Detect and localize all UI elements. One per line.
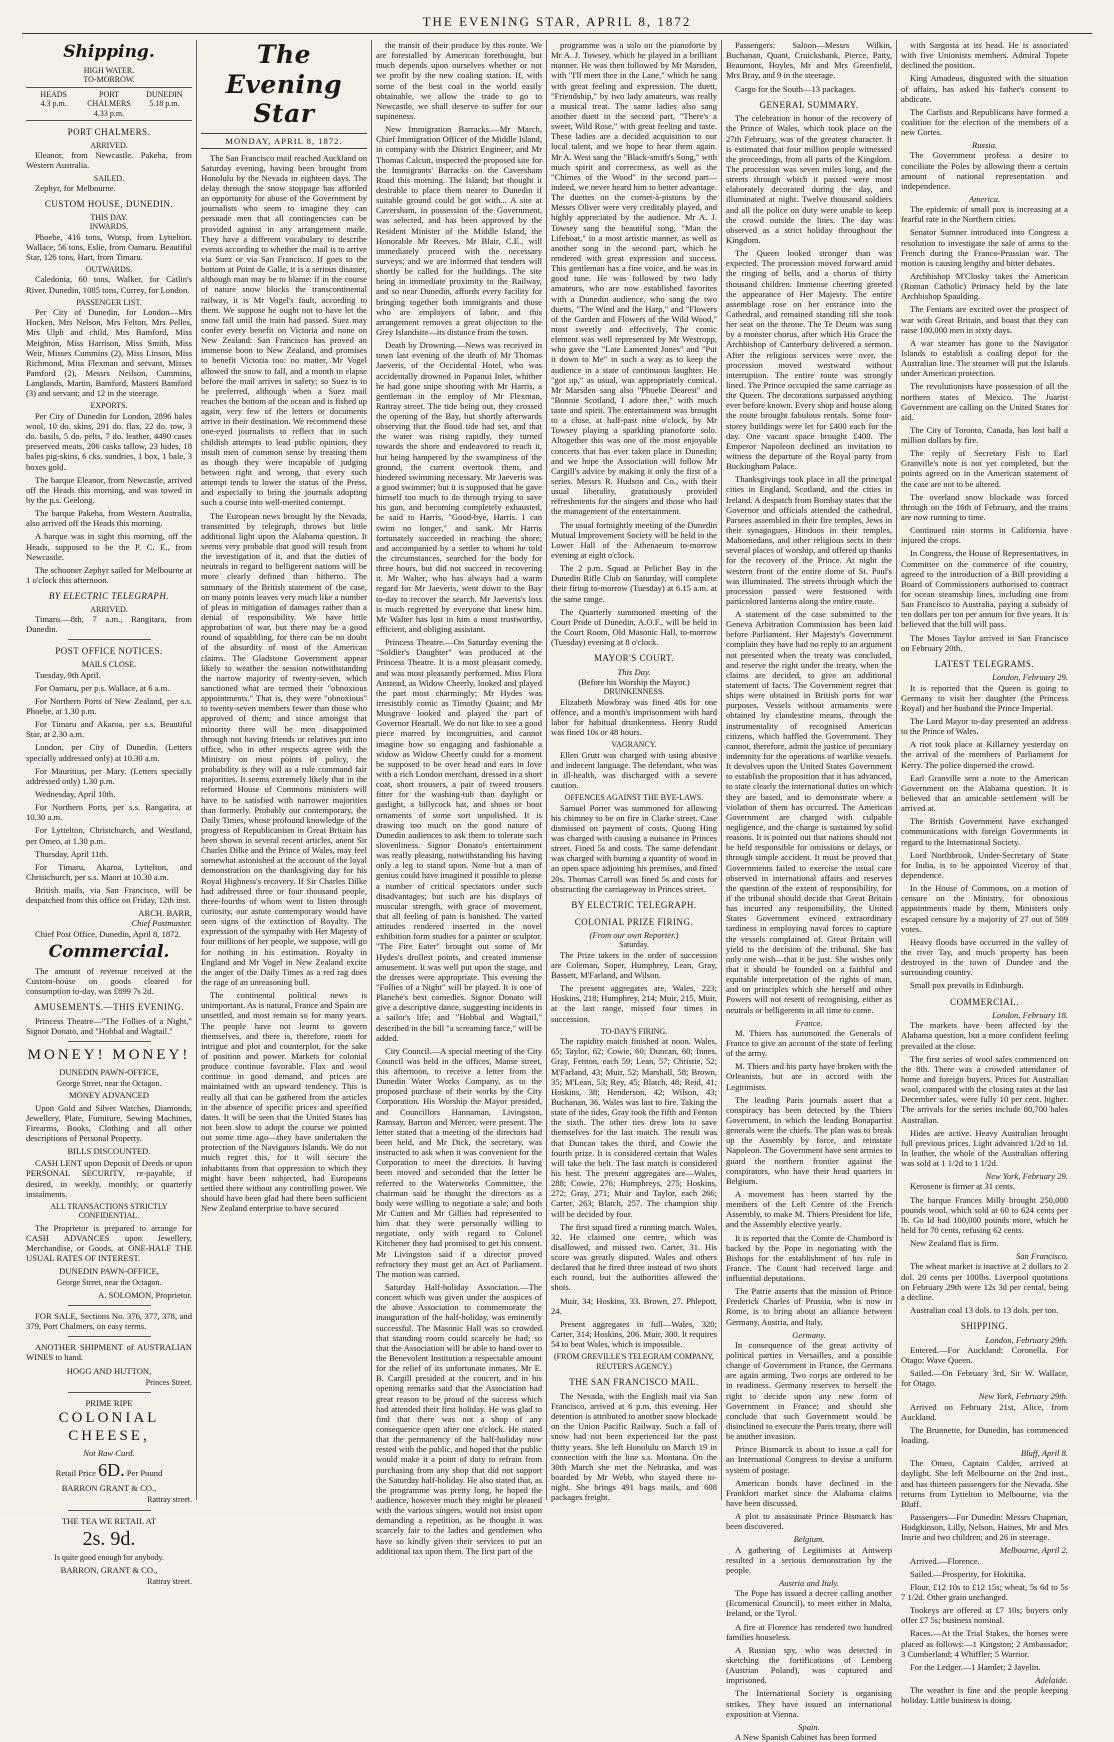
- france-para: A movement has been started by the members of the Left Centre of the French Assembly, to make M. Thiers President for life, and the Assembly elective yearly.: [726, 1188, 892, 1230]
- arrived2-heading: ARRIVED.: [90, 604, 128, 614]
- austria-para: The Pope has issued a decree calling another (Ecumenical Council), to meet either in Malta, Ireland, or the Tyrol.: [726, 1588, 892, 1619]
- tea-text: Is quite good enough for anybody.: [54, 1553, 164, 1563]
- article-para: New Immigration Barracks.—Mr March, Chief Immigration Officer of the Middle Island, in company with the District Engineer, and Mr Thomas Calcutt, inspected the proposed site for the Immigrants' Barracks on the Caversham Road this morning. The Island; but thought it desirable to place them nearer to Dunedin if suitable ground could be got with... A site at Caversham, in possession of the Government, was selected, and has been approved by the Resident Minister of the Middle Island, the Honorable Mr Reeves. Mr Blair, C.E., will immediately proceed with the necessary surveys; and we are informed that tenders will shortly be called for the buildings. The site being in immediate proximity to the Railway, and so near Dunedin, affords every facility for bringing together both immigrants and those who are employers of labor, and this arrangement removes a great objection to the Grey Islandsite—its distance from the town.: [376, 124, 542, 337]
- america-para: Continued rain storms in California have injured the crops.: [901, 525, 1068, 546]
- this-day: THIS DAY.: [90, 212, 128, 222]
- melbourne-para: Races.—At the Trial Stakes, the horses were placed as follows:—1 Kingston; 2 Ambassador; 3 Cumberland; 4 Whiffler; 5 Warrior.: [901, 1628, 1068, 1659]
- barron-grant: BARRON GRANT & CO.,: [61, 1482, 157, 1493]
- commercial-para: Hides are active. Heavy Australian brought full previous prices. Light advanced 1/2d to 1d. In leather, the whole of the Australian offering was sold at 1 1/2d to 1 1/2d.: [901, 1127, 1068, 1169]
- article-para: City Council.—A special meeting of the City Council was held in the offices, Manse street, this afternoon, to receive a letter from the Dunedin Water Works Company, as to the proposed purchase of their works by the City Corporation. His Worship the Mayor presided, and Councillors Hannaman, Livingston, Ramsay, Barron and Mercer, were present. The letter stated that a meeting of the directors had been held, and Mr Dick, the secretary, was instructed to ask when it was convenient for the Corporation to meet the directors. It having been moved and seconded that the letter be referred to the Waterworks Committee, the chairman said he thought the directors as a body were willing to negotiate a sale; and both Mr Cutten and Mr Gillies had represented to him that they were personally willing to negotiate, only with regard to Colonel Kitchener they had promised to get his consent. Mr Livingston said if a director proved refractory they must get an Act of Parliament. The motion was carried.: [376, 1045, 542, 1279]
- arrived2-text: Timaru.—8th, 7 a.m., Rangitara, from Dunedin.: [26, 614, 192, 635]
- latest-para: It is reported that the Queen is going to Germany to visit her daughter (the Princess Royal) and her husband the Prince Imperial.: [901, 682, 1068, 713]
- commercial-para: The first series of wool sales commenced on the 8th. There was a crowded attendance of home and foreign buyers. Prices for Australian wool, compared with the closing rates at the last December sales, were fully 10 per cent. higher. The arrivals for the series include 80,700 bales Australian.: [901, 1053, 1068, 1125]
- commercial-title: Commercial.: [48, 941, 170, 962]
- column-4: [547, 40, 722, 1503]
- melbourne-para: Tookeys are offered at £7 10s; buyers only offer £7 5s; business nominal.: [901, 1605, 1068, 1626]
- tide-dunedin: DUNEDIN 5.18 p.m.: [146, 89, 183, 109]
- post-line: For Lyttelton, Christchurch, and Westland, per Omeo, at 1.30 p.m.: [26, 825, 192, 846]
- commercial-heading: COMMERCIAL.: [950, 996, 1019, 1007]
- bluff-para: The Omeo, Captain Calder, arrived at daylight. She left Melbourne on the 2nd inst., and has thirteen passengers for the Nevada. She returns from Lyttelton to Melbourne, via the Bluff.: [901, 1458, 1068, 1509]
- post-line: Tuesday, 9th April.: [35, 669, 101, 680]
- spain-continued: The Carlists and Republicans have formed a coalition for the election of the members of a new Cortes.: [901, 106, 1068, 138]
- tide-table: [26, 87, 192, 121]
- exports-heading: EXPORTS.: [90, 401, 128, 411]
- hogg-hutton: HOGG AND HUTTON,: [66, 1365, 152, 1376]
- article-para: The Quarterly summoned meeting of the Court Pride of Dunedin, A.O.F., will be held in the Court Room, Old Masonic Hall, to-morrow (Tuesday) evening at 8 o'clock.: [551, 606, 717, 648]
- austria-para: The International Society is organising strikes. They have issued an international exposition at Vienna.: [726, 1688, 892, 1719]
- telegraph-heading: BY ELECTRIC TELEGRAPH.: [571, 899, 697, 910]
- tide-heads: HEADS 4.3 p.m.: [40, 89, 67, 109]
- sf-mail-heading: THE SAN FRANCISCO MAIL.: [569, 1377, 699, 1388]
- pawn-heading: DUNEDIN PAWN-OFFICE,: [59, 1066, 159, 1077]
- melbourne-para: Arrived.—Florence.: [910, 1555, 980, 1566]
- drunkenness-heading: DRUNKENNESS.: [603, 687, 665, 697]
- drunkenness-text: Elizabeth Mowbray was fined 40s for one offence, and a month's imprisonment with hard labor for habitual drunkenness. Henry Rudd was fined 10s or 48 hours.: [551, 696, 717, 738]
- ny2-para: The Brunnette, for Dunedin, has commenced loading.: [901, 1424, 1068, 1445]
- germany-para: In consequence of the great activity of political parties in Versailles, and a possible change of Government in France, the Germans are again arming. Two corps are ordered to be in readiness. Germany reserves to herself the right to decide upon any new form of Government in France; and should she conclude that such Government would be disinclined to execute the Paris treaty, there will be another invasion.: [726, 1339, 892, 1442]
- shipping-para-3: A barque was in sight this morning, off the Heads, supposed to be the P. C. E., from Newcastle.: [26, 531, 192, 562]
- passenger-text: Per City of Dunedin, for London—Mrs Hocken, Mrs Nelson, Mrs Felton, Mrs Pelles, Mrs Ulph and child, Mrs Bamford, Miss Meighton, Miss Harrison, Miss Smith, Miss Weir, Misses Cummins (2), Miss Linson, Miss Richmond, Miss Flexman and servant, Misses Pamford (2), Messrs Neilson, Cummins, Langlands, Martin, Bamford, Masters Bamford (3) and servant; and 12 in the steerage.: [26, 307, 192, 399]
- ny-para: The barque Frances Milly brought 250,000 pounds wool, which sold at 60 to 624 cents per lb. Go Id had 100,000 pounds more, which he held for 70 cents, refusing 62 cents.: [901, 1194, 1068, 1235]
- offences-heading: OFFENCES AGAINST THE BYE-LAWS.: [564, 793, 704, 803]
- editorial-para: The continental political news is unimportant. As is natural, France and Spain are unsettled, and most remain so for many years. The people have not learnt to govern themselves, and there is, therefore, room for intrigue and plot and counterplot, for the sake of position and power. Markets for colonial produce continue favorable. Flax and wool continue in good demand, and prices are maintained with an upward tendency. This is really all that can be gathered from the articles in the absence of specific prices and specified dates. It will be seen that the United States has not been slow to adopt the course we pointed out some time ago—they have undertaken the protection of the Navigators Islands. We do not much regret this, for it will secure the inhabitants from that oppression to which they might have been subjected, had Europeans settled there without any controlling power. We should have been glad had there been sufficient New Zealand enterprise to have secured: [201, 990, 367, 1214]
- melbourne-para: For the Ledger.—1 Hamlet; 2 Javelin.: [910, 1661, 1041, 1672]
- cash-lent-text: CASH LENT upon Deposit of Deeds or upon PERSONAL SECURITY, re-payable, if desired, in weekly, monthly, or quarterly instalments.: [26, 1158, 192, 1199]
- summary-para: A statement of the case submitted to the Geneva Arbitration Commission has been laid before Parliament. Her Majesty's Government complain they have had no reply to an argument not presented when the treaty was concluded, and reserve the right under the treaty, when the claims are decided, to give an additional statement of facts. The Government regret that ships were obtained in British ports for war purposes. Vessels without armaments were obtained by clandestine means, through the instrumentality of recognised American citizens, which baffled the Government. They cannot, therefore, admit the justice of pecuniary indemnity for the operations of warlike vessels. It devolves upon the United States Government to establish the proposition that it has advanced, to state clearly the international duties on which they are based, and to demonstrate where a violation of them has occurred. The American Government are charged with culpable negligence, and the charge is sustained by solid reasons. It is pointed out that nations should not be held responsible for omissions or delays, or through simple accident. It must be proved that Governments failed to exercise the usual care observed in international affairs and reserves the question of the extent of responsibility, for if the tribunal should decide that Great Britain has incurred any responsibility, the United States Government evinced extraordinary tardiness in employing naval forces to capture the vessels complained of. Great Britain will yield to the decision of the tribunal. She has only one wish—that it be just. She wishes only that it should be founded on a faithful and equitable interpretation of the rights of man, and on principles which she herself and other Powers will not resent of recognising, either as neutrals or belligerents in all time to come.: [726, 609, 892, 1015]
- spain-heading: Spain.: [798, 1721, 820, 1732]
- amusements-heading: AMUSEMENTS.—THIS EVENING.: [33, 1002, 185, 1013]
- summary-para: Thanksgivings took place in all the principal cities in England, Scotland, and the cities in Ireland. A despatch from Bombay states that the Governor and officials attended the cathedral, Parsees assembled in their fire temples, Jews in their synagogues, Hindoos in their temples, Mahomedans, and other religious sects in their several places of worship, and offered up thanks for the recovery of the Prince. At night the western front of the entire dome of St. Paul's was illuminated. The streets through which the procession passed were festooned with particolored lanterns along the entire route.: [726, 474, 892, 606]
- telegraph-heading: BY ELECTRIC TELEGRAPH.: [48, 591, 170, 602]
- tea-banner: THE TEA WE RETAIL AT: [61, 1515, 157, 1526]
- header-rule: [22, 33, 1092, 34]
- greville-credit: (FROM GREVILLE'S TELEGRAM COMPANY, REUTER'S AGENCY.): [554, 1352, 714, 1371]
- post-line: For Timaru, Akaroa, Lyttelton, and Christchurch, per s.s. Maori at 10.30 a.m.: [26, 861, 192, 882]
- arrived-heading: ARRIVED.: [90, 140, 128, 150]
- france-para: The Patrie asserts that the mission of Prince Frederick Charles of Prussia, who is now in Rome, is to bring about an alliance between Germany, Austria, and Italy.: [726, 1286, 892, 1327]
- post-line: Wednesday, April 10th.: [35, 788, 116, 799]
- america-para: The overland snow blockade was forced through on the 16th of February, and the trains are now running to time.: [901, 491, 1068, 523]
- custom-heading: CUSTOM HOUSE, DUNEDIN.: [44, 199, 174, 210]
- article-para: Princess Theatre.—On Saturday evening the "Soldier's Daughter" was produced at the Princess Theatre. It is a most pleasant comedy, and was most pleasantly performed. Miss Flora Anstead, as Widow Cheerly, looked and played the part most charmingly; Mr Hydes was irresistibly comic as Timothy Quaint; and Mr Musgrave looked and played the part of Governor Heartall. We do not like to see a good piece marred by incongruities, and cannot imagine how so engaging and fashionable a widow as Widow Cheerly could for a moment be supposed to be over head and ears in love with a rich London merchant, dressed in a short coat, short trousers, a pair of tweed trousers fitter for the washing-tub than daylight or gaslight, a billycock hat, and shoes or boot ornaments of some sort unpolished. It is drawing too much on the good nature of Dunedin audiences to ask them to tolerate such slovenliness. Signor Donato's entertainment was really pleasing, notwithstanding his having only a leg to stand upon. None but a man of genius could have imagined it possible to please a number of critical spectators under such disadvantages; but such are his displays of muscular strength, with grace of movement, that all feeling of pain is banished. The varied attitudes rendered inserted in the novel exhibition form studies for a painter or sculptor. "The Fire Eater" brought out some of Mr Hydes's drollest points, and created immense amusement. It was well put upon the stage, and the dresses were appropriate. This evening the "Follies of a Night" will be played. It is one of Planche's best comedies. Signor Donato will give a descriptive dance, suggesting incidents in a sailor's life; and "Hobbal and Wagtail," described in the bill "a screaming farce," will be added.: [376, 637, 542, 1043]
- prize-reporter: (From our own Reporter.): [589, 930, 679, 941]
- sailed-text: Zephyr, for Melbourne.: [35, 183, 116, 193]
- sf-para: The wheat market is inactive at 2 dollars to 2 dol. 20 cents per 100lbs. Liverpool quotations on February 29th were 12s 3d per cental, being a decline.: [901, 1261, 1068, 1302]
- america-para: The Moses Taylor arrived in San Francisco on February 20th.: [901, 632, 1068, 653]
- divider: [68, 1392, 151, 1393]
- adelaide-para: The weather is fine and the people keeping holiday. Little business is doing.: [901, 1685, 1068, 1706]
- port-heading: PORT CHALMERS.: [67, 127, 151, 138]
- russia-heading: Russia.: [971, 140, 998, 151]
- article-para: The 2 p.m. Squad at Pelichet Bay in the Dunedin Rifle Club on Saturday, will complete their firing to-morrow (Tuesday) at 6.15 a.m. at the same range.: [551, 563, 717, 604]
- summary-para: The celebration in honor of the recovery of the Prince of Wales, which took place on the 27th February, was of the greatest character. It is estimated that four million people witnessed the proceedings, from all parts of the Kingdom. The procession was seven miles long, and the streets through which it passed were most elaborately decorated during the day, and illuminated at night. Twelve thousand soldiers and all the police on duty were unable to keep the crowd outside the lines. The day was observed as a strict holiday throughout the Kingdom.: [726, 113, 892, 245]
- austria-heading: Austria and Italy.: [779, 1578, 839, 1588]
- belgium-heading: Belgium.: [793, 1534, 825, 1545]
- sf-heading: San Francisco.: [1015, 1251, 1068, 1262]
- prize-firing-heading: COLONIAL PRIZE FIRING.: [574, 916, 694, 927]
- pawn2-heading: DUNEDIN PAWN-OFFICE,: [59, 1266, 159, 1277]
- spain-continued: with Sargosta at its head. He is associated with five Unionists members. Admiral Topete declined the position.: [901, 40, 1068, 71]
- todays-firing-heading: TO-DAY'S FIRING.: [600, 1026, 668, 1036]
- latest-para: Heavy floods have occurred in the valley of the river Tay, and much property has been destroyed in the town of Dundee and the surrounding country.: [901, 936, 1068, 978]
- commercial-para: The markets have been affected by the Alabama question, but a more confident feeling prevailed at the close.: [901, 1020, 1068, 1051]
- summary-para: The Queen looked stronger than was expected. The procession moved forward amid the ringing of bells, and a chorus of thirty thousand children. Immense cheering greeted the appearance of Her Majesty. The entire assemblage rose on her entrance into the Cathedral, and remained standing till she took her seat on the throne. The Te Deum was sung by a monster chorus, after which His Grace the Archbishop of Canterbury delivered a sermon. After the religious services were over, the procession moved westward without interruption. The entire route was strongly lined. The Prince occupied the same carriage as the Queen. The decorations surpassed anything ever before known. Every shop and house along the route brought fabulous rentals. Some four-storey buildings were let for £400 each for the day. One vacant space brought £400. The Emperor Napoleon declined an invitation to witness the departure of the Royal party from Buckingham Palace.: [726, 248, 892, 472]
- post-office-date: Chief Post Office, Dunedin, April 8, 1872.: [35, 928, 181, 939]
- exports-text: Per City of Dunedin for London, 2896 bales wool, 10 do. skins, 291 do. flax, 22 do. tow, 3 do. basils, 5 do. pelts, 7 do. leather, 4490 cases preserved meats, 206 casks tallow, 23 hides, 18 bales pig-skins, 6 cks. sundries, 1 box, 1 bale, 3 boxes gold.: [26, 410, 192, 472]
- post-line: For Timaru and Akaroa, per s.s. Beautiful Star, at 2.30 a.m.: [26, 719, 192, 740]
- rattray-street-2: Rattray street.: [147, 1576, 192, 1586]
- post-line: For Mauritius, per Mary. (Letters specially addressed only) 1.30 p.m.: [26, 765, 192, 786]
- america-para: A war steamer has gone to the Navigator Islands to establish a coaling depot for the Australian line. The steamer will put the Islands under American protection.: [901, 337, 1068, 379]
- ny2-para: Arrived on February 21st, Alice, from Auckland.: [901, 1401, 1068, 1422]
- austria-para: A Russian spy, who was detected in sketching the fortifications of Lemberg (Austrian Poland), was captured and imprisoned.: [726, 1644, 892, 1686]
- post-line: For Oamaru, per p.s. Wallace, at 6 a.m.: [35, 682, 170, 693]
- russia-para: The Government profess a desire to conciliate the Poles by allowing them a certain amount of national representation and independence.: [901, 150, 1068, 191]
- adelaide-heading: Adelaide.: [1035, 1674, 1068, 1685]
- melbourne-para: Flour, £12 10s to £12 15s; wheat, 5s 6d to 5s 7 1/2d. Other grain unchanged.: [901, 1581, 1068, 1602]
- bluff-heading: Bluff, April 8.: [1020, 1448, 1068, 1459]
- rattray-street: Rattray street.: [147, 1495, 192, 1505]
- saturday-label: Saturday.: [619, 940, 649, 950]
- post-signer: ARCH. BARR,: [138, 908, 192, 919]
- prize-para: The present aggregates are, Wales, 223; Hoskins, 218; Humphrey, 214; Muir, 215, Muir, at the last range, missed four times in succession.: [551, 983, 717, 1024]
- prime-ripe: PRIME RIPE: [85, 1398, 133, 1409]
- france-para: It is reported that the Comte de Chambord is backed by the Pope in negotiating with the Bishops for the establishment of his rule in France. The Count had received large and influential deputations.: [726, 1232, 892, 1284]
- shipping-para-1: The barque Eleanor, from Newcastle, arrived off the Heads this morning, and was towed in by the p.s. Geelong.: [26, 474, 192, 506]
- london-date-2: London, February 18.: [992, 1010, 1068, 1021]
- ny-para: New Zealand flax is firm.: [910, 1238, 999, 1249]
- amusements-text: Princess Theatre—"The Follies of a Night," Signor Donato, and "Hobbal and Wagtail.": [26, 1015, 192, 1036]
- america-para: The City of Toronto, Canada, has lost half a million dollars by fire.: [901, 424, 1068, 446]
- shipping-para-4: The schooner Zephyr sailed for Melbourne at 1 o'clock this afternoon.: [26, 564, 192, 586]
- columns: [22, 40, 1092, 1742]
- outwards-text: Caledonia, 60 tons, Walker, for Catlin's River. Dunedin, 1085 tons, Currey, for London.: [26, 274, 192, 295]
- cargo-text: Cargo for the South—13 packages.: [735, 83, 856, 94]
- page-header: THE EVENING STAR, APRIL 8, 1872: [422, 14, 692, 29]
- mayors-court-day: This Day.: [617, 666, 651, 677]
- vagrancy-heading: VAGRANCY.: [611, 740, 657, 750]
- pawn-address: George Street, near the Octagon.: [56, 1078, 162, 1088]
- article-para: The usual fortnightly meeting of the Dunedin Mutual Improvement Society will be held in the Lower Hall of the Athenaeum to-morrow evening at eight o'clock.: [551, 519, 717, 561]
- london-date-3: London, February 29th.: [985, 1334, 1068, 1345]
- latest-para: The British Government have exchanged communications with foreign Governments in regard to the International Society.: [901, 816, 1068, 847]
- latest-telegrams-heading: LATEST TELEGRAMS.: [934, 658, 1035, 669]
- germany-para: A plot to assassinate Prince Bismarck has been discovered.: [726, 1511, 892, 1532]
- post-line: British mails, via San Francisco, will be despatched from this office on Friday, 12th inst.: [26, 885, 192, 906]
- wine-ad: ANOTHER SHIPMENT of AUSTRALIAN WINES to hand.: [26, 1342, 192, 1363]
- cheese-price-row: Retail Price 6D. Per Pound: [55, 1459, 163, 1480]
- shipping-heading: SHIPPING.: [960, 1321, 1009, 1332]
- not-raw-curd: Not Raw Curd.: [83, 1447, 135, 1458]
- outwards-heading: OUTWARDS.: [85, 265, 133, 275]
- high-water-heading: HIGH WATER.: [83, 66, 135, 76]
- post-line: For Northern Ports, per s.s. Rangatira, at 10.30 a.m.: [26, 802, 192, 823]
- prize-para: Muir, 34; Hoskins, 33. Brown, 27. Phlepott, 24.: [551, 1295, 717, 1316]
- column-1: [22, 40, 197, 1586]
- bluff-para: Passengers—For Dunedin: Messrs Chapman, Hodgkinson, Lilly, Nelson, Haines, Mr and Mrs Insrie and two children; and 26 in steerage.: [901, 1511, 1068, 1543]
- masthead: The Evening Star: [225, 40, 343, 128]
- prize-para: The Prize takers in the order of succession are Coleman, Soper, Humphrey, Lean, Gray, Bassett, M'Farland, and Wilson.: [551, 949, 717, 980]
- belgium-para: A gathering of Legitimists at Antwerp resulted in a serious demonstration by the people.: [726, 1544, 892, 1575]
- america-para: Senator Sumner introduced into Congress a resolution to investigate the sale of arms to the French during the Franco-Prussian war. The motion is causing lengthy and bitter debates.: [901, 227, 1068, 268]
- dateline: MONDAY, APRIL 8, 1872.: [201, 133, 367, 149]
- inwards-text: Phoebe, 416 tons, Worsp, from Lyttelton. Wallace, 56 tons, Eslie, from Oamaru. Beautiful Star, 126 tons, Hart, from Timaru.: [26, 231, 192, 262]
- tomorrow-label: TO-MORROW.: [83, 75, 135, 85]
- column-3: [372, 40, 547, 1556]
- divider: [68, 1510, 151, 1511]
- post-heading: POST OFFICE NOTICES.: [55, 646, 163, 657]
- barron-grant-2: BARRON, GRANT & CO.,: [60, 1564, 158, 1575]
- london-date-1: London, February 29.: [992, 672, 1068, 683]
- new-york-date-2: New York, February 29th.: [978, 1391, 1068, 1402]
- money-banner: MONEY! MONEY!: [27, 1047, 191, 1064]
- austria-para: A fire at Florence has rendered two hundred families houseless.: [726, 1621, 892, 1642]
- column-5: [722, 40, 897, 1742]
- prize-para: The first squad fired a running match. Wales, 32. He claimed one centre, which was disallowed, and missed two. Carter, 31. His score was greatly disputed. Wales and others declared that he fired three instead of two shots each round, but the authorities allowed the shots.: [551, 1221, 717, 1293]
- france-para: The leading Paris journals assert that a conspiracy has been detected by the Thiers Government, in which the leading Bonapartist generals were the chiefs. The plan was to break up the Assembly by force, and reinstate Napoleon. The Government have sent armies to guard the northern frontier against the conspirators, who have their head quarters in Belgium.: [726, 1094, 892, 1186]
- passengers-text: Passengers: Saloon—Messrs Wilkin, Buchanan, Quant, Cruickshank, Pierce, Patty, Beaumont, Hoyles, Mr and Mrs Greenfield, Mrs Bray, and 9 in the steerage.: [726, 40, 892, 81]
- post-line: For Northern Ports of New Zealand, per s.s. Phoebe, at 1.30 p.m.: [26, 695, 192, 716]
- america-para: The revolutionists have possession of all the northern states of Mexico. The Juarist Government are calling on the United States for aid.: [901, 381, 1068, 422]
- latest-para: Lord Northbrook, Under-Secretary of State for India, is to be appointed Viceroy of that dependence.: [901, 849, 1068, 881]
- article-para: Death by Drowning.—News was received in town last evening of the death of Mr Thomas Jaeveris, of the Occidental Hotel, who was accidentally drowned in Papanui Inlet, whither he had gone snipe shooting with Mr Harris, a gentleman in the employ of Mr Flexman, Rattray street. The tide being out, they crossed the opening of the Bay, but shortly afterwards observing that the flood tide had set, and that the water was rising rapidly, they turned towards the shore and endeavored to reach it, but being hampered by the swampiness of the ground, the current overtook them, and hindered swimming necessary. Mr Jaeveris was a good swimmer; but it is supposed that he gave himself too much to do through trying to save his gun, and becoming completely exhausted, he said to Harris, "Good-bye, Harris. I can swim no longer," and sank. Mr Harris fortunately succeeded in reaching the shore; and accompanied by a settler to whom he told the circumstances, searched for the body for three hours, but did not succeed in recovering it. Mr Walter, who has always had a warm regard for Mr Jaeveris, went down to the Bay to-day to recover the search. Mr Jaeveris's loss is much regretted by everyone that knew him. Mr Walter has lost in him a most trustworthy, efficient, and obliging assistant.: [376, 340, 542, 635]
- divider: [68, 1041, 151, 1042]
- solomon-signature: A. SOLOMON, Proprietor.: [98, 1289, 192, 1300]
- post-line: Thursday, April 11th.: [35, 848, 109, 859]
- prize-para: The rapidity match finished at noon. Wales, 65; Taylor, 62; Cowie, 60; Duncan, 60; Innes, Gray, Fenton, each 59; Lean, 57; Christie, 52; M'Farland, 43; Muir, 52; Marshall, 58; Brown, 35; M'Lean, 53; Rey, 45; Blatch, 48; Reid, 41; Hoskins, 38; Henderson, 42; Wilson, 43; Buchanan, 36. Wales was last to fire. Taking the state of the tides, Gray took the fifth and Fenton the sixth. The other ties drew lots to save themselves for the last match. The result was that Duncan takes the third, and Cowie the fourth prize. It is considered certain that Wales will take the belt. The last match is considered his best. The present aggregates are—Wales, 288; Cowie, 276; Humphreys, 275; Hoskins, 272; Gray, 271; Muir and Taylor, each 266; Carter, 263; Blatch, 257. The champion ship will be decided by four.: [551, 1036, 717, 1219]
- france-para: M. Thiers and his party have broken with the Orleanists, but are in accord with the Legitimists.: [726, 1061, 892, 1092]
- shipping-title: Shipping.: [63, 42, 155, 62]
- passenger-heading: PASSENGER LIST.: [76, 297, 142, 307]
- america-heading: America.: [968, 193, 1001, 204]
- america-para: The epidemic of small pox is increasing at a fearful rate in the Northern cities.: [901, 204, 1068, 225]
- germany-heading: Germany.: [792, 1329, 826, 1340]
- post-signer-title: Chief Postmaster.: [131, 918, 192, 929]
- pawn2-address: George Street, near the Octagon.: [56, 1278, 162, 1288]
- germany-para: Prince Bismarck is about to issue a call for an International Congress to devise a uniform system of postage.: [726, 1444, 892, 1475]
- ny-para: Kerosene is firmer at 31 cents.: [910, 1181, 1015, 1192]
- vagrancy-text: Ellen Grutt was charged with using abusive and indecent language. The defendant, who was in ill-health, was discharged with a severe caution.: [551, 749, 717, 791]
- article-para: Saturday Half-holiday Association.—The concert which was given under the auspices of the above Association to commemorate the inauguration of the half-holiday, was eminently successful. The Masonic Hall was so crowded that standing room could scarcely be had; so that the Association will be able to hand over to the Benevolent Institution a respectable amount for the relief of its unfortunate inmates. Mr E. B. Cargill presided at the concert, and in his opening remarks said that the Association had great reason to be proud of the success which had attended their first holiday. He was glad to find that there was not a shop of any consequence open after one o'clock. He stated that the permanency of the half-holiday now rested with the public, and hoped that the public would make it a point of duty to refrain from purchasing from any shop that did not support the Saturday half-holiday. He also stated that, as the programme was pretty long, he hoped the audience, however much they might be pleased with the various singers, would not insist upon demanding a repetition, as he thought it was scarcely fair to the ladies and gentlemen who have so kindly given their services to put an additional tax upon them. The first part of the: [376, 1282, 542, 1556]
- divider: [68, 1305, 151, 1306]
- article-para: the transit of their produce by this route. We are forestalled by American forethought, but much depends upon ourselves whether or not we profit by the new coaling station. If, with some of the best coal in the world easily obtainable, we allow the trade to go to Newcastle, we shall deserve to suffer for our supineness.: [376, 40, 542, 121]
- ship-para: Sailed.—On February 3rd, Sir W. Wallace, for Otago.: [901, 1368, 1068, 1389]
- melbourne-heading: Melbourne, April 2.: [999, 1545, 1068, 1556]
- ship-para: Entered.—For Auckland: Coronella. For Otago: Wave Queen.: [901, 1344, 1068, 1365]
- latest-para: The Lord Mayor to-day presented an address to the Prince of Wales.: [901, 716, 1068, 737]
- prize-para: Present aggregates in full—Wales, 320; Carter, 314; Hoskins, 206. Muir, 300. It requires 54 to beat Wales, which is impossible.: [551, 1318, 717, 1350]
- latest-para: A riot took place at Killarney yesterday on the arrival of the members of Parliament for Kerry. The police dispersed the crowd.: [901, 739, 1068, 770]
- sf-mail-text: The Nevada, with the English mail via San Francisco, arrived at 6 p.m. this evening. Her detention is attributed to another snow blockade on the Union Pacific Railway. Such a fall of snow had not been experienced for the past thirty years. She left Honolulu on March 19 in connection with the line s.s. Montana. On the 30th March she met the Nebraska, and was boarded by Mr Webb, who stayed there to-night. She brings 491 bags mails, and 608 packages freight.: [551, 1390, 717, 1503]
- for-sale-ad: FOR SALE, Sections No. 376, 377, 378, and 379, Port Chalmers, on easy terms.: [26, 1310, 192, 1332]
- divider: [68, 1336, 151, 1337]
- post-line: London, per City of Dunedin. (Letters specially addressed only) at 10.30 a.m.: [26, 742, 192, 763]
- latest-para: Earl Granville sent a note to the American Government on the Alabama question. It is believed that an amicable settlement will be arrived at.: [901, 772, 1068, 814]
- divider: [68, 639, 151, 640]
- spain-para: A New Spanish Cabinet has been formed: [735, 1731, 877, 1742]
- america-para: The Fenians are excited over the prospect of war with Great Britain, and boast that they can raise 100,000 men in sixty days.: [901, 304, 1068, 335]
- pawn-text: Upon Gold and Silver Watches, Diamonds, Jewellery, Plate, Furniture, Sewing Machines, Firearms, Books, Clothing and all other descriptions of Personal Property.: [26, 1102, 192, 1143]
- shipping-para-2: The barque Pakeha, from Western Australia, also arrived off the Heads this morning.: [26, 508, 192, 529]
- editorial-para: The San Francisco mail reached Auckland on Saturday evening, having been brought from Honolulu by the Nevada in eighteen days. The delay through the snow stoppage has afforded an opportunity for abuse of the Government by journalists who seem to imagine they can persuade men that all contingencies can be provided against in any arrangement made. They have a different vocabulary to describe events according to whether the mail is to arrive via Suez or via San Francisco. If goes to the bottom at Point de Galle, it is a serious disaster, although man may be to blame: if in the course of nature snow blocks the transcontinental railway, it is Mr Vogel's fault, according to them. We suppose he ought not to have let the snow fall until the train had passed. Suez may confer every benefit on Victoria and none on New Zealand: San Francisco has proved an immense boon to New Zealand, and promises to benefit Victoria too: no matter, Mr Vogel allowed the snow to fall, and a month to elapse before the mail arrives in safety; so Suez is to be preferred, although when a Suez mail reaches the bottom of the ocean and is fished up again, very few of the letters or documents arrive in their destination. We recommend these one-eyed journalists to reflect that in such childish attempts to lead public opinion, they insult men of common sense by treating them as though they were incapable of judging between right and wrong, that every such attempt tends to lower the status of the Press, and especially to bring the journals adopting such a course into well-merited contempt.: [201, 152, 367, 508]
- all-transactions: ALL TRANSACTIONS STRICTLY CONFIDENTIAL.: [50, 1201, 168, 1221]
- mayors-court-heading: MAYOR'S COURT.: [593, 653, 675, 664]
- tide-port-chalmers: PORT CHALMERS 4.33 p.m.: [87, 89, 131, 118]
- column-2: [197, 40, 372, 1500]
- sf-para: Australian coal 13 dols. to 13 dols. per ton.: [910, 1304, 1059, 1315]
- mayors-court-before: (Before his Worship the Mayor.): [578, 677, 690, 688]
- france-para: M. Thiers has summoned the Generals of France to give an account of the state of feeling of the army.: [726, 1027, 892, 1059]
- commercial-text: The amount of revenue received at the Custom-house on goods cleared for consumption to-day, was £899 7s 2d.: [26, 965, 192, 997]
- proprietor-text: The Proprietor is prepared to arrange for CASH ADVANCES upon Jewellery, Merchandise, or Goods, at ONE-HALF THE USUAL RATES OF INTEREST.: [26, 1222, 192, 1264]
- mails-close: MAILS CLOSE.: [81, 660, 137, 670]
- melbourne-para: Sailed.—Prosperity, for Hokitika.: [910, 1568, 1026, 1579]
- america-para: The reply of Secretary Fish to Earl Granville's note is not yet completed, but the points agreed on in the American statement of the case are not to be altered.: [901, 448, 1068, 489]
- arrived-text: Eleanor, from Newcastle. Pakeha, from Western Australia.: [26, 150, 192, 171]
- inwards-heading: INWARDS.: [89, 222, 129, 232]
- latest-para: Small pox prevails in Edinburgh.: [910, 980, 1024, 991]
- column-6: [897, 40, 1072, 1706]
- money-advanced: MONEY ADVANCED: [69, 1090, 149, 1101]
- spain-continued: King Amadeus, disgusted with the situation of affairs, has asked his father's consent to abdicate.: [901, 73, 1068, 104]
- princes-street: Princes Street.: [145, 1377, 192, 1387]
- editorial-para: The European news brought by the Nevada, transmitted by telegraph, throws but little additional light upon the Alabama question. It seems very probable that good will result from the investigation of it, and that the duties of neutrals in regard to belligerent nations will be more clearly defined than hitherto. The summary of the British statement of the case, on many points leaves very much like a number of pleas in mitigation of damages rather than a denial of responsibility. We have little approbation of war, but there may be a good round of squabbling, for there can be no doubt of the absurdity of most of the American claims. The Gladstone Government appear likely to weather the session notwithstanding the narrow majority of twenty-seven, which sanctioned what are termed their "obnoxious appointments." That is, they were "obnoxious" to twenty-seven members fewer than those who approved of them; and since amongst that minority there will be men disappointed through not having friends or relatives put into office, who in other respects agree with the Ministry on most points of policy, the probability is they will as a rule command fair majorities. It seems extremely likely that in the reformed House of Commons ministers will have to be satisfied with narrower majorities than formerly. Probably our contemporary, the Daily Times, whose profound knowledge of the progress of Republicanism in Great Britain has been shown in several recent articles, anent Sir Charles Dilke and the Prince of Wales, may feel somewhat astonished at the account of the loyal demonstration on the thanksgiving day for his Royal Highness's recovery. If Sir Charles Dilke had addressed three or four thousand people, three-fourths of whom went to listen through curiosity, our astute contemporary would have seen signs of the extinction of Royalty. The expression of the sympathy with Her Majesty of four millions of her people, we suppose, will go for nothing in his estimation. Royalty in England and Mr Vogel in New Zealand excite the anger of the Daily Times as a red rag does the rage of an unreasoning bull.: [201, 510, 367, 988]
- america-para: Archbishop M'Closky takes the American (Roman Catholic) Primacy held by the late Archbishop Spaulding.: [901, 270, 1068, 302]
- france-heading: France.: [795, 1017, 823, 1028]
- tea-price: 2s. 9d.: [82, 1527, 136, 1550]
- latest-para: In the House of Commons, on a motion of censure on the Ministry, for obnoxious appointments made by them, Ministers only escaped censure by a majority of 27 out of 509 votes.: [901, 883, 1068, 934]
- article-para: programme was a solo on the pianoforte by Mr A. J. Towsey, which he played in a brilliant manner. He was then followed by Mr Marsden, with "I'll meet thee in the Lane," which he sang with great feeling and expression. The duett, "Friendship," by two lady amateurs, was really a musical treat. The same ladies also sang another duett in the second part, "There's a sweet, Wild Rose," with great feeling and taste. These ladies are a decided acquisition to our local talent, and we hope to hear them again. Mr A. West sang the "Black-smith's Song," with much spirit and correctness, as well as the "Chimes of the Wood" in the second part—indeed, we never heard him to better advantage. The duettes on the cornet-à-pistons by the Messrs Oliver were very creditably played, and highly appreciated by the audience. Mr A. J. Towsey sang the beautiful song, "Man the Lifeboat," in a most artistic manner, as well as another song in the second part, which he rendered with great expression and success. This gentleman has a fine voice, and he was in good tune. He was followed by two lady amateurs, who are now established favorites with a Dunedin audience, who sang the two duetts, "The Wind and the Harp," and "Flowers of the Garden and Flowers of the Wild Wood," most sweetly and effectively. The comic element was well represented by Mr Westropp, who gave the "Late Lamented Jones" and "Put it down to Me" in such a way as to keep the audience in a state of continuous laughter. He "got up," as usual, was appropriately comical. Mr Marsden sang also "Phoebe Dearest" and "Bonnie Scotland, I adore thee," with much taste and spirit. The entertainment was brought to a close, at half-past nine o'clock, by Mr Towsey playing a sparkling pianoforte solo. Altogether this was one of the most enjoyable concerts that has ever taken place in Dunedin; and we hope the Association will follow Mr Cargill's advice by making it only the first of a series. Messrs R. Hudson and Co., with their usual liberality, gratuitously provided refreshments for the singers and those who had the management of the entertainment.: [551, 40, 717, 517]
- america-para: In Congress, the House of Representatives, in Committee on the commerce of the country, agreed to the introduction of a Bill providing a Board of Commissioners authorised to contract for ocean steamship lines, including one from San Francisco to Australia, paying a subsidy of ten dollars per ton per annum for five years. It is believed that the bill will pass.: [901, 548, 1068, 630]
- germany-para: American bonds have declined in the Frankfort market since the Alabama claims have been discussed.: [726, 1477, 892, 1509]
- sailed-heading: SAILED.: [93, 173, 125, 183]
- new-york-date-1: New York, February 29.: [985, 1171, 1068, 1182]
- general-summary-heading: GENERAL SUMMARY.: [759, 99, 859, 110]
- offences-text: Samuel Porter was summoned for allowing his chimney to be on fire in Clarke street. Case dismissed on payment of costs. Quong Hing was charged with causing a nuisance in Princes street. Fined 5s and costs. The same defendant was charged with burning a quantity of wood in an open space adjoining his premises, and fined 20s. Thomas Carroll was fined 5s and costs for obstructing the carriageway in Princes street.: [551, 802, 717, 894]
- cheese-banner: COLONIAL CHEESE,: [58, 1410, 160, 1444]
- bills-discounted: BILLS DISCOUNTED.: [67, 1146, 151, 1157]
